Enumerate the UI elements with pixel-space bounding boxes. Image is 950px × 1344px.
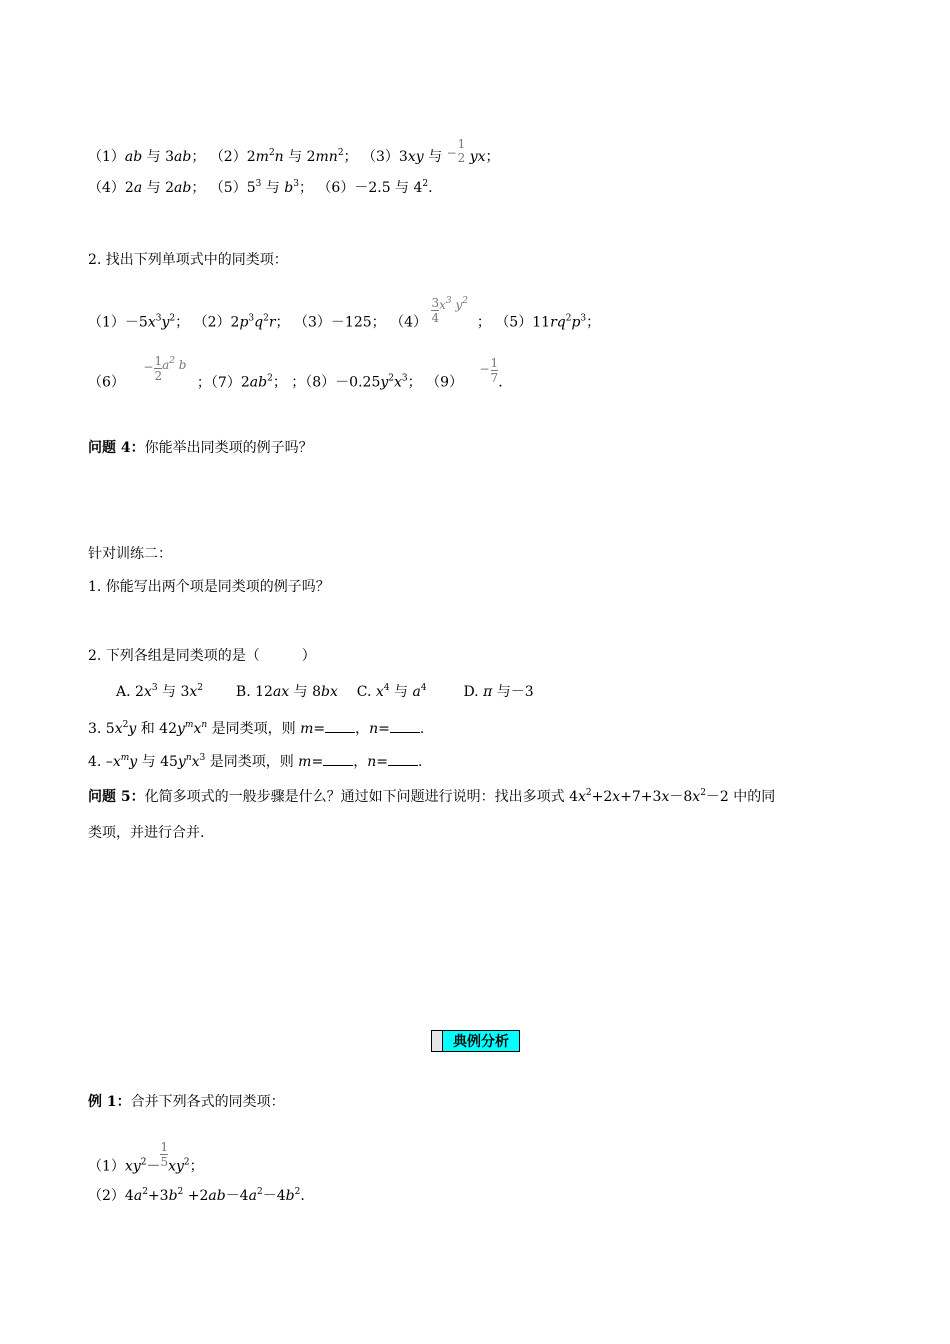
- monomial-x3y2: $x^3$ $y^2$: [439, 295, 468, 312]
- example-1: 例 1：合并下列各式的同类项：: [88, 1094, 285, 1110]
- training2-q3: 3. $5x^2y$ 和 $42y^mx^n$ 是同类项，则 m= ，n= .: [88, 720, 425, 737]
- q2-row2: （6） − $\frac{1}{2}$ $a^2$ b ；$(7)2ab^2$； ；$(8)-0.25y^2x^3$； （9） − $\frac{1}{7}$ .: [88, 354, 503, 391]
- section-title: 典例分析: [431, 1030, 520, 1052]
- fraction-one-half: $\frac{1}{2}$: [154, 354, 163, 383]
- monomial-a2b: $a^2$ b: [162, 355, 187, 372]
- training2-q2: 2. 下列各组是同类项的是（ ）: [88, 648, 316, 664]
- training2-q4: 4. $-x^my$ 与 $45y^nx^3$ 是同类项，则 m= ，n= .: [88, 753, 423, 770]
- minus-sign: −: [479, 361, 490, 376]
- answer-blank-m[interactable]: [323, 753, 353, 766]
- minus-sign: −: [446, 146, 457, 160]
- option-b: B. 12ax 与 8bx: [235, 684, 338, 700]
- option-a: A. $2x^3$ 与 $3x^2$: [116, 683, 204, 700]
- answer-blank-n[interactable]: [390, 720, 420, 733]
- example1-item1: $(1)xy^2-$ $\frac{1}{5}$ $xy^2$；: [88, 1140, 204, 1175]
- training2-title: 针对训练二：: [88, 546, 172, 562]
- option-d: D. π 与－3: [463, 684, 534, 700]
- option-c: C. $x^4$ 与 $a^4$: [356, 683, 427, 700]
- minus-sign: −: [143, 359, 154, 374]
- q2-title: 2. 找出下列单项式中的同类项：: [88, 252, 288, 268]
- q1-row1: （1）ab 与 3ab； $(2)2m^2n$ 与 $2mn^2$； （3）3xy 与 − 1 2 yx；: [88, 137, 500, 165]
- fraction-one-seventh: $\frac{1}{7}$: [490, 356, 499, 385]
- question-5-line2: 类项，并进行合并.: [88, 825, 205, 841]
- answer-blank-m[interactable]: [325, 720, 355, 733]
- question-5-line1: 问题 5：化简多项式的一般步骤是什么？通过如下问题进行说明：找出多项式 $4x^2+2x+7+3x-8x^2-2$ 中的同: [88, 788, 776, 805]
- fraction-one-fifth: $\frac{1}{5}$: [160, 1140, 169, 1169]
- q1-row2: （4）2a 与 2ab； $(5)5^3$ 与 $b^3$； （6）－2.5 与 $4^2$.: [88, 179, 433, 196]
- training2-options: [116, 682, 534, 702]
- section-marker: [432, 1031, 443, 1051]
- answer-blank-n[interactable]: [388, 753, 418, 766]
- q2-row1: $(1)-5x^3y^2$； $(2)2p^3q^2r$； （3）－125； （4） $\frac{3}{4}$ $x^3$ $y^2$ ； $(5)11rq^2p^3$；: [88, 295, 601, 331]
- example1-item2: $(2)4a^2+3b^2 +2ab-4a^2-4b^2$.: [88, 1187, 305, 1204]
- training2-q1: 1. 你能写出两个项是同类项的例子吗？: [88, 579, 330, 595]
- fraction-three-quarters: $\frac{3}{4}$: [431, 296, 440, 325]
- question-4: 问题 4：你能举出同类项的例子吗？: [88, 440, 313, 456]
- fraction-one-half: 1 2: [457, 137, 466, 165]
